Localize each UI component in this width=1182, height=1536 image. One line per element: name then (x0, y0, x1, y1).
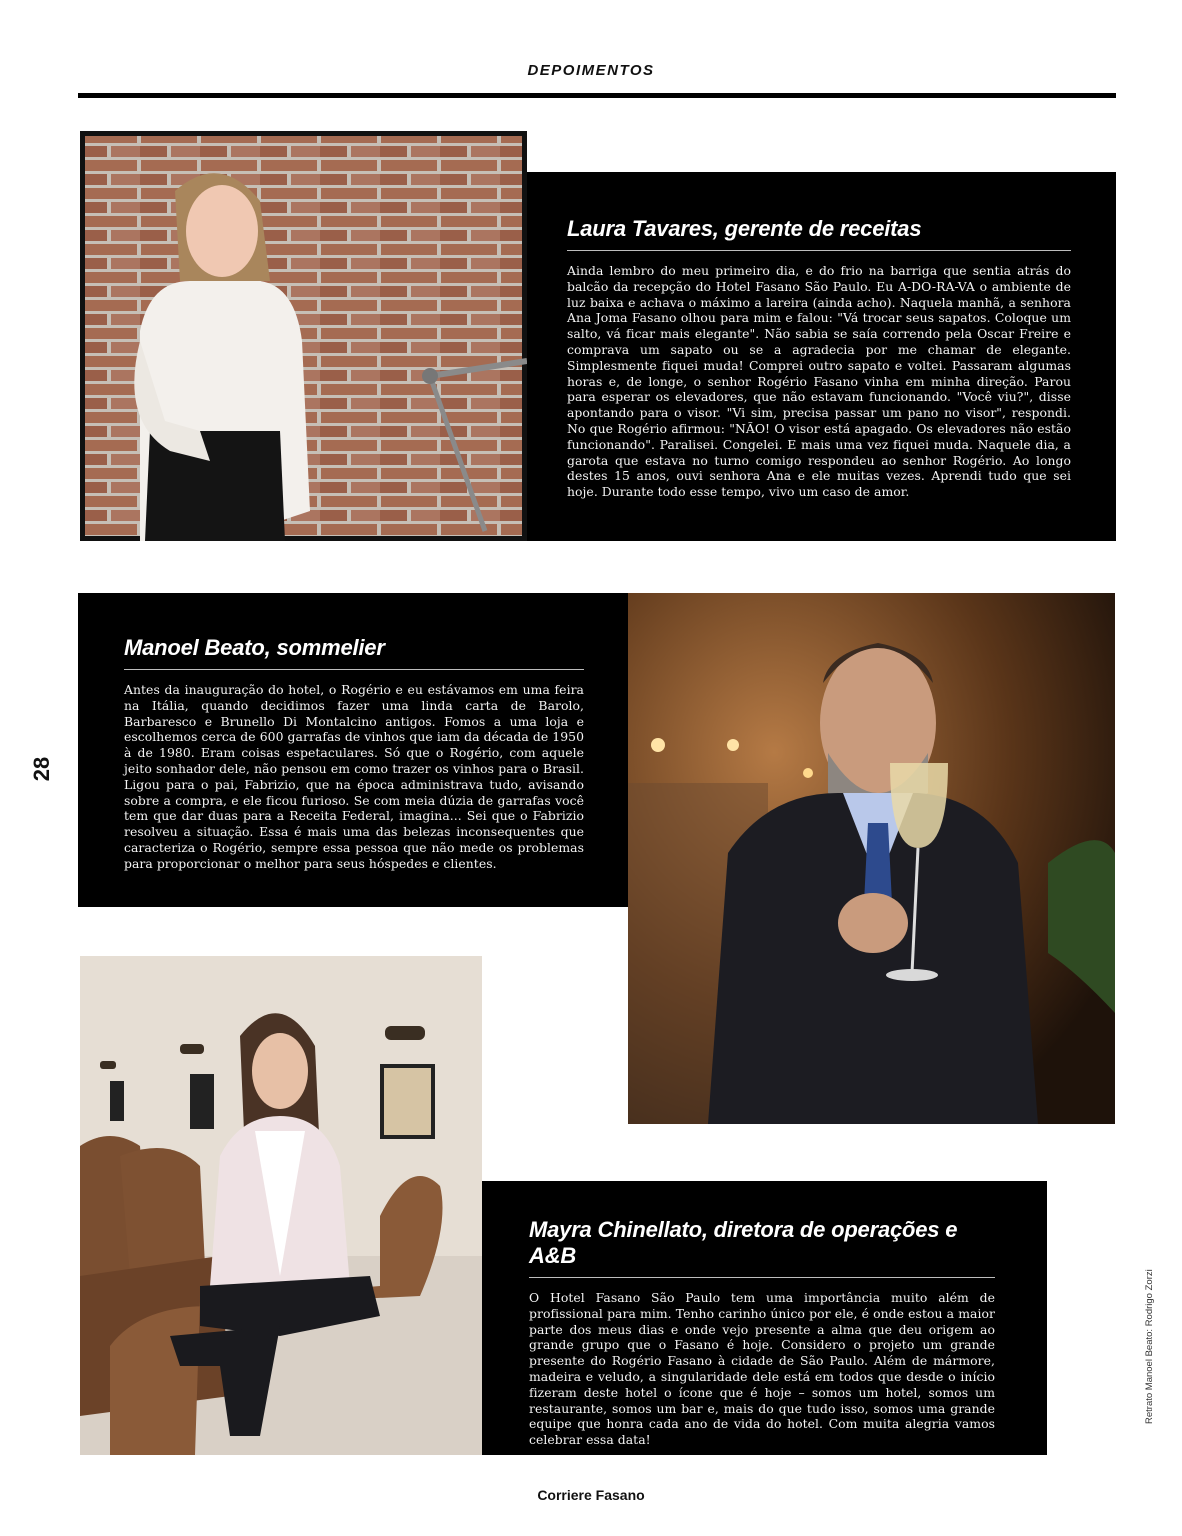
manoel-beato-text: Antes da inauguração do hotel, o Rogério e eu estávamos em uma feira na Itália, quando decidimos fazer uma linda carta de Barolo, Barbaresco e Brunello Di Montalcino antigos. Fomos a uma loja e escolhemos cerca de 600 garrafas de vinhos que iam da década de 1950 à de 1980. Eram coisas espetaculares. Só que o Rogério, com aquele jeito sonhador dele, não pensou em como trazer os vinhos para o Brasil. Ligou para o pai, Fabrizio, que na época administrava tudo, avisando sobre a compra, e ele ficou furioso. Se com meia dúzia de garrafas você tem que dar duas para a Receita Federal, imagina... Sei que o Fabrizio resolveu a situação. Essa é mais uma das belezas inconsequentes que caracteriza o Rogério, sempre essa pessoa que não mede os problemas para proporcionar o melhor para seus hóspedes e clientes. (124, 682, 584, 871)
mayra-chinellato-heading: Mayra Chinellato, diretora de operações e A&B (529, 1217, 995, 1278)
laura-tavares-heading: Laura Tavares, gerente de receitas (567, 216, 1071, 251)
header-rule (78, 93, 1116, 98)
manoel-beato-panel (78, 593, 628, 907)
laura-tavares-text: Ainda lembro do meu primeiro dia, e do frio na barriga que sentia atrás do balcão da recepção do Hotel Fasano São Paulo. Eu A-DO-RA-VA o ambiente de luz baixa e achava o máximo a lareira (ainda acho). Naquela manhã, a senhora Ana Joma Fasano olhou para mim e falou: "Vá trocar seus sapatos. Coloque um salto, vá ficar mais elegante". Não sabia se saía correndo pela Oscar Freire e comprava um sapato ou se a agradecia por me chamar de elegante. Simplesmente fiquei muda! Comprei outro sapato e voltei. Passaram algumas horas e, de longe, o senhor Rogério Fasano vinha em minha direção. Parou para esperar os elevadores, que não estavam funcionando. "Você viu?", disse apontando para o visor. "Vi sim, precisa passar um pano no visor", respondi. No que Rogério afirmou: "NÃO! O visor está apagado. Os elevadores não estão funcionando". Paralisei. Congelei. E mais uma vez fiquei muda. Naquele dia, a garota que estava no turno comigo respondeu ao senhor Rogério. Ao longo destes 15 anos, ouvi senhora Ana e ele muitas vezes. Aprendi tudo que sei hoje. Durante todo esse tempo, vivo um caso de amor. (567, 263, 1071, 500)
page-number: 28 (29, 756, 54, 782)
photo-credit: Retrato Manoel Beato: Rodrigo Zorzi (1144, 1269, 1155, 1424)
laura-tavares-photo (80, 131, 527, 541)
mayra-chinellato-photo (80, 956, 482, 1455)
publication-footer: Corriere Fasano (537, 1487, 645, 1503)
mayra-chinellato-text: O Hotel Fasano São Paulo tem uma importância muito além de profissional para mim. Tenho carinho único por ele, é onde estou a maior parte dos meus dias e onde vejo presente a alma que deu origem ao grande grupo que o Fasano é hoje. Considero o projeto um grande presente do Rogério Fasano à cidade de São Paulo. Além de mármore, madeira e veludo, a singularidade dele está em todos que desde o início fizeram deste hotel o ícone que é hoje – somos um hotel, somos um restaurante, somos um bar e, mais do que tudo isso, somos uma grande equipe que honra cada ano de vida do hotel. Com muita alegria vamos celebrar essa data! (529, 1290, 995, 1448)
mayra-chinellato-panel (482, 1181, 1047, 1455)
laura-tavares-panel (527, 172, 1116, 541)
manoel-beato-heading: Manoel Beato, sommelier (124, 635, 584, 670)
manoel-beato-photo (628, 593, 1115, 1124)
section-header: DEPOIMENTOS (527, 62, 655, 79)
